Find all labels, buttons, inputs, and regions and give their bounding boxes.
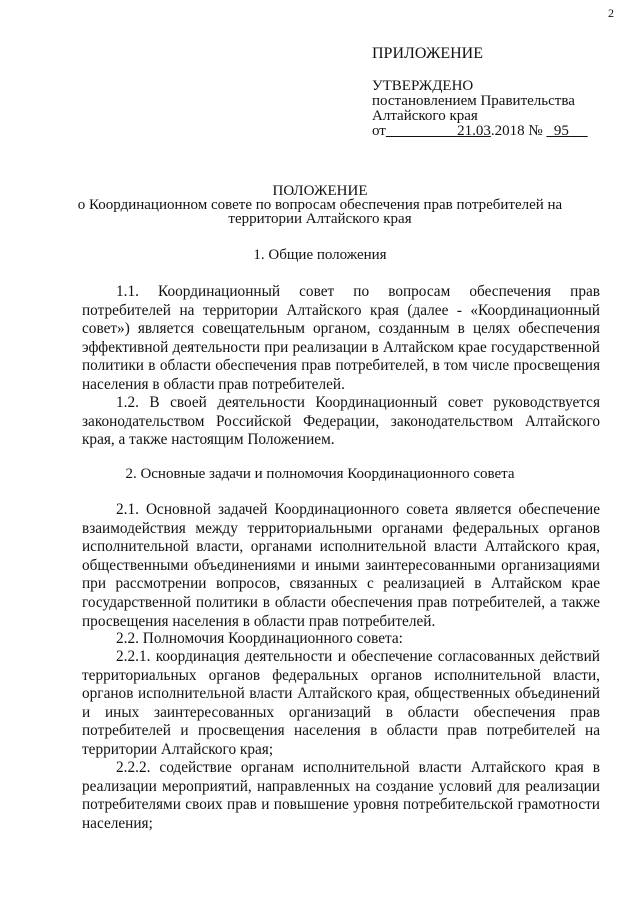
approval-year: .2018 xyxy=(490,123,525,139)
page-number: 2 xyxy=(608,6,614,20)
document-subtitle: о Координационном совете по вопросам обеспечения прав потребителей на территории Алтайского края xyxy=(77,197,563,227)
paragraph-2-2-2: 2.2.2. содействие органам исполнительной власти Алтайского края в реализации мероприятий, направленных на создание условий для реализации потребителями своих прав и повышение уровня потребительской грамотности населения; xyxy=(82,759,600,832)
paragraph-2-1: 2.1. Основной задачей Координационного совета является обеспечение взаимодействия между территориальными органами федеральных органов исполнительной власти, органами исполнительной власти Алтайского края, общественными объединениями и иными заинтересованными организациями при рассмотрении вопросов, связанных с реализацией в Алтайском крае государственной политики в области обеспечения прав потребителей, а также просвещения населения в области прав потребителей. xyxy=(82,501,600,630)
approval-region: Алтайского края xyxy=(372,108,478,124)
section-1-heading: 1. Общие положения xyxy=(253,247,387,263)
approval-block xyxy=(372,46,588,139)
number-sign: № xyxy=(528,123,543,139)
approval-date: 21.03 xyxy=(457,123,491,139)
appendix-label: ПРИЛОЖЕНИЕ xyxy=(372,45,484,62)
approval-number: 95 xyxy=(553,123,569,139)
section-2-heading: 2. Основные задачи и полномочия Координационного совета xyxy=(125,466,515,482)
document-title: ПОЛОЖЕНИЕ xyxy=(272,183,368,199)
approved-label: УТВЕРЖДЕНО xyxy=(372,78,474,94)
approval-date-line xyxy=(372,124,588,139)
paragraph-1-2: 1.2. В своей деятельности Координационный совет руководствуется законодательством Российской Федерации, законодательством Алтайского края, а также настоящим Положением. xyxy=(82,394,600,449)
document-header xyxy=(0,184,640,226)
paragraph-1-1: 1.1. Координационный совет по вопросам обеспечения прав потребителей на территории Алтайского края (далее - «Координационный совет») является совещательным органом, созданным в целях обеспечения эффективной деятельности при реализации в Алтайском крае государственной политики в области обеспечения прав потребителей, в том числе просвещения населения в области прав потребителей. xyxy=(82,283,600,393)
date-prefix: от xyxy=(372,123,386,139)
approval-authority: постановлением Правительства xyxy=(372,93,575,109)
paragraph-2-2-1: 2.2.1. координация деятельности и обеспечение согласованных действий территориальных органов федеральных органов исполнительной власти, органов исполнительной власти Алтайского края, общественных объединений и иных заинтересованных организаций в области обеспечения прав потребителей и просвещения населения в области прав потребителей на территории Алтайского края; xyxy=(82,648,600,758)
paragraph-2-2: 2.2. Полномочия Координационного совета: xyxy=(116,630,403,647)
